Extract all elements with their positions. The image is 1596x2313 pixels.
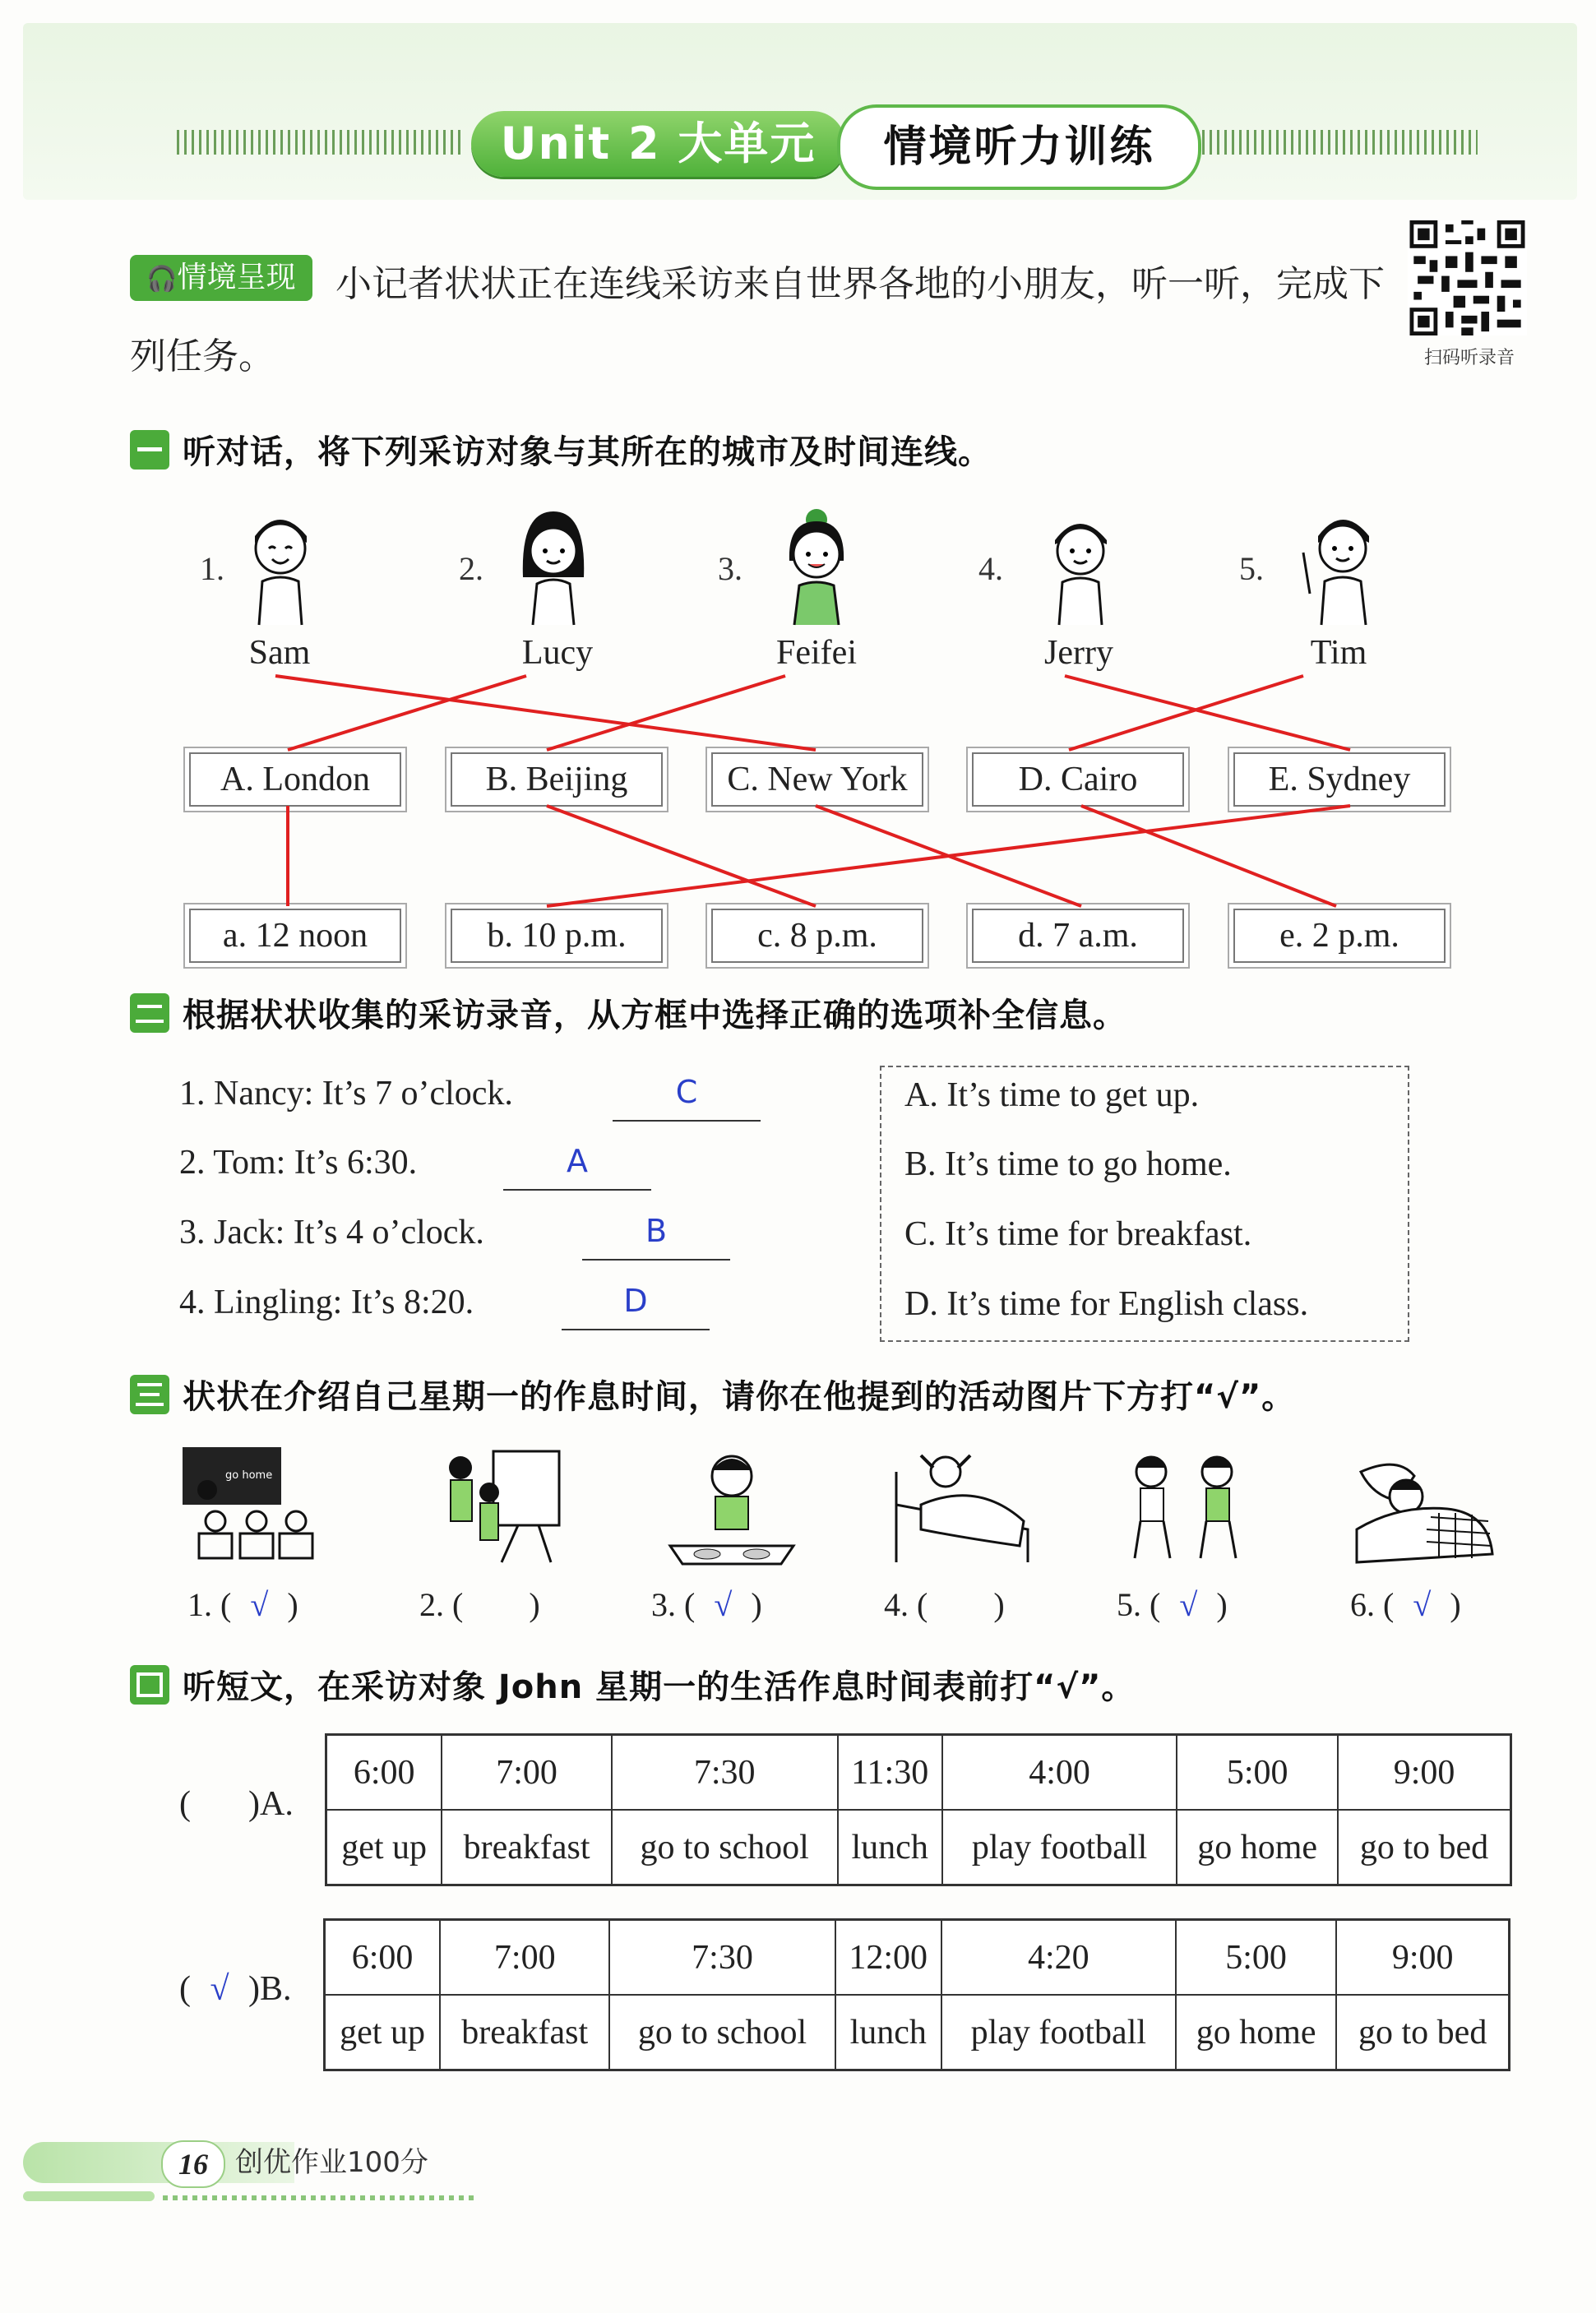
activity-picture-go-to-bed [1349, 1439, 1497, 1571]
answer-blank-1[interactable]: C [613, 1074, 761, 1122]
table-cell-activity: play football [942, 1810, 1177, 1885]
table-cell-activity: go to bed [1338, 1810, 1510, 1885]
choice-b-tick[interactable]: √ [210, 1970, 229, 2008]
kid-name-sam: Sam [248, 634, 311, 672]
kid-name-tim: Tim [1310, 634, 1367, 672]
section-4-number [130, 1665, 169, 1705]
city-label: E. Sydney [1268, 761, 1411, 798]
section-1-instruction: 听对话，将下列采访对象与其所在的城市及时间连线。 [183, 433, 992, 471]
table-cell-activity: get up [325, 1995, 441, 2070]
table-cell-activity: go to school [612, 1810, 838, 1885]
schedule-table-a [325, 1733, 1512, 1886]
item-close: ) [1216, 1586, 1228, 1623]
kid-3-number: 3. [718, 550, 742, 587]
kid-4-number: 4. [978, 550, 1003, 587]
activity-picture-go-home [1114, 1439, 1262, 1571]
choice-a [179, 1784, 294, 1824]
answer-blank-4[interactable]: D [562, 1283, 710, 1330]
item-close: ) [751, 1586, 762, 1623]
time-label: e. 2 p.m. [1279, 917, 1399, 955]
table-cell-activity: lunch [838, 1810, 942, 1885]
section-4-instruction: 听短文，在采访对象 John 星期一的生活作息时间表前打“√”。 [183, 1668, 1136, 1706]
item-label: 6. ( [1350, 1586, 1395, 1623]
table-cell-activity: go to school [609, 1995, 835, 2070]
section-2-instruction: 根据状状收集的采访录音，从方框中选择正确的选项补全信息。 [183, 997, 1126, 1034]
match-lines [0, 0, 1596, 987]
choice-open: ( [179, 1785, 191, 1823]
table-cell-time: 12:00 [835, 1920, 941, 1996]
time-label: c. 8 p.m. [757, 917, 877, 955]
choice-close: ) [248, 1970, 260, 2008]
option-d: D. It’s time for English class. [904, 1285, 1309, 1323]
table-cell-activity: go home [1177, 1810, 1338, 1885]
footer-dots [163, 2195, 475, 2200]
section-3-number [130, 1375, 169, 1414]
tick-box[interactable]: √ [1179, 1586, 1198, 1623]
headphones-icon: 🎧 [146, 265, 178, 294]
activity-picture-class [174, 1439, 322, 1571]
table-cell-time: 11:30 [838, 1735, 942, 1811]
answer-blank-3[interactable]: B [582, 1213, 730, 1261]
table-cell-time: 7:30 [612, 1735, 838, 1811]
match-line [275, 676, 816, 750]
tick-box[interactable]: √ [250, 1586, 269, 1623]
question-3: 3. Jack: It’s 4 o’clock. [179, 1214, 484, 1251]
choice-letter: A. [260, 1785, 294, 1823]
match-line [547, 676, 785, 750]
choice-b [179, 1969, 292, 2009]
schedule-table-b [323, 1918, 1510, 2071]
table-cell-time: 5:00 [1177, 1735, 1338, 1811]
intro-text: 小记者状状正在连线采访来自世界各地的小朋友，听一听，完成下列任务。 [130, 263, 1385, 377]
city-label: D. Cairo [1018, 761, 1138, 798]
question-2: 2. Tom: It’s 6:30. [179, 1144, 418, 1182]
time-label: a. 12 noon [222, 917, 368, 955]
option-b: B. It’s time to go home. [904, 1145, 1232, 1183]
item-close: ) [993, 1586, 1005, 1623]
activity-picture-breakfast [658, 1439, 806, 1571]
table-cell-activity: play football [941, 1995, 1176, 2070]
section-3-instruction: 状状在介绍自己星期一的作息时间，请你在他提到的活动图片下方打“√”。 [183, 1378, 1296, 1416]
intro-badge-label: 情境呈现 [177, 261, 296, 294]
table-cell-time: 4:00 [942, 1735, 1177, 1811]
table-cell-activity: go to bed [1336, 1995, 1509, 2070]
brand-name: 创优作业100分 [235, 2146, 428, 2179]
table-cell-activity: get up [326, 1810, 442, 1885]
item-2 [419, 1585, 540, 1624]
time-label: d. 7 a.m. [1018, 917, 1138, 955]
kid-2-number: 2. [459, 550, 483, 587]
item-label: 1. ( [187, 1586, 232, 1623]
item-6 [1350, 1585, 1461, 1624]
table-cell-time: 7:00 [440, 1920, 609, 1996]
item-close: ) [287, 1586, 298, 1623]
item-close: ) [1450, 1586, 1461, 1623]
city-label: A. London [220, 761, 370, 798]
item-3 [651, 1585, 762, 1624]
table-row [326, 1735, 1511, 1811]
option-c: C. It’s time for breakfast. [904, 1215, 1252, 1253]
item-4 [884, 1585, 1005, 1624]
table-row [325, 1995, 1510, 2070]
choice-open: ( [179, 1970, 191, 2008]
choice-close: ) [248, 1785, 260, 1823]
city-label: B. Beijing [485, 761, 628, 798]
section-2-number [130, 993, 169, 1033]
item-label: 5. ( [1117, 1586, 1161, 1623]
question-1: 1. Nancy: It’s 7 o’clock. [179, 1075, 513, 1113]
page-title: 情境听力训练 [883, 123, 1155, 172]
qr-caption: 扫码听录音 [1423, 348, 1515, 368]
table-cell-activity: breakfast [442, 1810, 612, 1885]
board-text: go home [225, 1469, 273, 1482]
table-row [326, 1810, 1511, 1885]
table-cell-time: 9:00 [1336, 1920, 1509, 1996]
time-label: b. 10 p.m. [487, 917, 627, 955]
kid-name-lucy: Lucy [521, 634, 594, 672]
option-a: A. It’s time to get up. [904, 1076, 1200, 1114]
item-close: ) [529, 1586, 540, 1623]
item-5 [1117, 1585, 1228, 1624]
table-cell-time: 7:30 [609, 1920, 835, 1996]
page-number: 16 [161, 2140, 225, 2188]
item-label: 2. ( [419, 1586, 464, 1623]
tick-box[interactable]: √ [714, 1586, 733, 1623]
kid-5-number: 5. [1239, 550, 1264, 587]
table-cell-time: 5:00 [1176, 1920, 1337, 1996]
item-label: 4. ( [884, 1586, 928, 1623]
table-cell-time: 6:00 [325, 1920, 441, 1996]
match-line [547, 806, 816, 906]
match-line [288, 676, 526, 750]
match-line [547, 806, 1350, 906]
unit-title: Unit 2 大单元 [500, 118, 817, 169]
tick-box[interactable]: √ [1413, 1586, 1432, 1623]
item-1 [187, 1585, 298, 1624]
table-cell-time: 6:00 [326, 1735, 442, 1811]
table-cell-time: 9:00 [1338, 1735, 1510, 1811]
city-label: C. New York [727, 761, 908, 798]
kid-name-feifei: Feifei [776, 634, 857, 672]
question-4: 4. Lingling: It’s 8:20. [179, 1284, 474, 1321]
activity-picture-painting [428, 1439, 576, 1571]
activity-picture-get-up [888, 1439, 1036, 1571]
kid-name-jerry: Jerry [1044, 634, 1113, 672]
table-cell-activity: breakfast [440, 1995, 609, 2070]
choice-letter: B. [260, 1970, 292, 2008]
kid-1-number: 1. [200, 550, 224, 587]
match-line [1081, 806, 1336, 906]
table-cell-activity: lunch [835, 1995, 941, 2070]
footer-rule [23, 2191, 155, 2201]
table-cell-activity: go home [1176, 1995, 1337, 2070]
answer-blank-2[interactable]: A [503, 1143, 651, 1191]
table-cell-time: 7:00 [442, 1735, 612, 1811]
table-row [325, 1920, 1510, 1996]
table-cell-time: 4:20 [941, 1920, 1176, 1996]
item-label: 3. ( [651, 1586, 696, 1623]
